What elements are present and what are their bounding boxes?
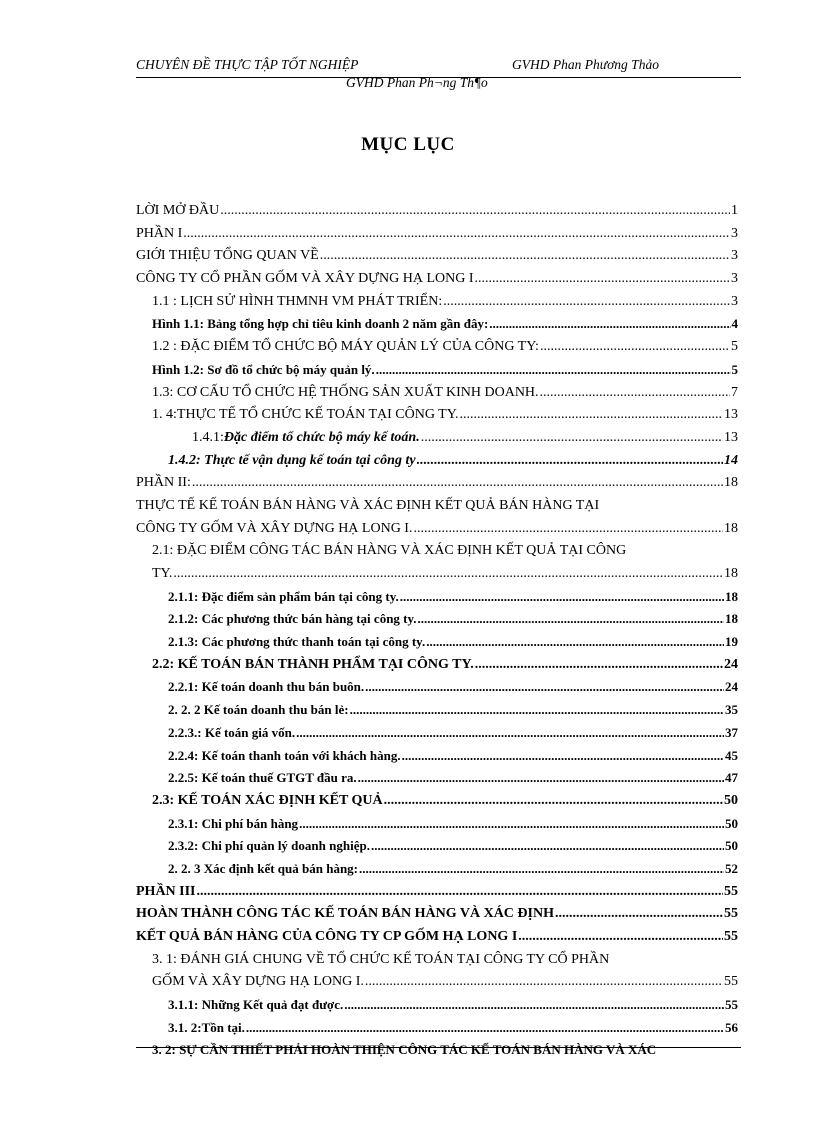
toc-page-number: 47 <box>725 770 738 786</box>
toc-entry-text-cont: GỐM VÀ XÂY DỰNG HẠ LONG I. <box>152 974 364 990</box>
leader-dots <box>421 427 723 450</box>
toc-entry[interactable] <box>136 1017 738 1040</box>
leader-dots <box>475 654 723 677</box>
toc-page-number: 18 <box>724 475 738 491</box>
toc-entry-text: 2.1: ĐẶC ĐIỂM CÔNG TÁC BÁN HÀNG VÀ XÁC ĐỊNH KẾT QUẢ TẠI CÔNG <box>152 543 627 559</box>
toc-entry-text: 2.2: KẾ TOÁN BÁN THÀNH PHẨM TẠI CÔNG TY. <box>152 656 474 672</box>
toc-page-number: 3 <box>731 293 738 309</box>
toc-entry-text-cont: CÔNG TY GỐM VÀ XÂY DỰNG HẠ LONG I. <box>136 520 413 536</box>
toc-entry[interactable] <box>136 926 738 949</box>
toc-entry-text: GIỚI THIỆU TỔNG QUAN VỀ <box>136 248 319 264</box>
toc-entry[interactable] <box>136 699 738 722</box>
toc-page-number: 18 <box>725 611 738 627</box>
leader-dots <box>173 563 723 586</box>
toc-entry[interactable] <box>136 813 738 836</box>
toc-entry-text: 2.2.5: Kế toán thuế GTGT đầu ra. <box>168 770 357 786</box>
leader-dots <box>350 699 724 722</box>
toc-page-number: 52 <box>725 860 738 876</box>
toc-page-number: 5 <box>731 339 738 355</box>
toc-entry-prefix: 1.4.1: <box>192 429 224 445</box>
leader-dots <box>359 858 724 881</box>
toc-entry-text: 2.1.1: Đặc điểm sản phẩm bán tại công ty. <box>168 588 399 604</box>
toc-entry-text: 1. 4:THỰC TẾ TỔ CHỨC KẾ TOÁN TẠI CÔNG TY. <box>152 407 459 423</box>
toc-page-number: 56 <box>725 1019 738 1035</box>
leader-dots <box>299 813 724 836</box>
toc-entry[interactable] <box>136 994 738 1017</box>
toc-entry[interactable] <box>136 495 738 540</box>
toc-entry[interactable] <box>136 586 738 609</box>
toc-page-number: 18 <box>725 588 738 604</box>
toc-entry[interactable] <box>136 654 738 677</box>
toc-entry[interactable] <box>136 608 738 631</box>
toc-entry[interactable] <box>136 790 738 813</box>
toc-entry[interactable] <box>136 382 738 405</box>
toc-entry[interactable] <box>136 881 738 904</box>
toc-entry-text: Hình 1.2: Sơ đồ tổ chức bộ máy quản lý. <box>152 361 375 377</box>
toc-entry-text: 2.3: KẾ TOÁN XÁC ĐỊNH KẾT QUẢ <box>152 792 383 808</box>
leader-dots <box>417 450 723 473</box>
toc-entry[interactable] <box>136 404 738 427</box>
toc-entry-text: 2. 2. 3 Xác định kết quả bán hàng: <box>168 860 358 876</box>
toc-page-number: 5 <box>731 361 738 377</box>
toc-page-number: 14 <box>724 452 738 468</box>
leader-dots <box>413 518 723 541</box>
leader-dots <box>460 404 723 427</box>
toc-entry[interactable] <box>136 223 738 246</box>
page-title: MỤC LỤC <box>361 134 455 155</box>
toc-page-number: 50 <box>725 815 738 831</box>
toc-entry-text: LỜI MỞ ĐẦU <box>136 203 220 218</box>
toc-page-number: 3 <box>731 271 738 287</box>
toc-entry[interactable] <box>136 540 738 585</box>
toc-entry[interactable] <box>136 903 738 926</box>
header-right-text: GVHD Phan Phương Thảo <box>512 57 659 72</box>
toc-entry-text: 2.3.2: Chi phí quản lý doanh nghiệp. <box>168 838 370 854</box>
toc-entry-text: 2.1.3: Các phương thức thanh toán tại công ty. <box>168 634 426 650</box>
toc-entry-text: 1.3: CƠ CẤU TỔ CHỨC HỆ THỐNG SẢN XUẤT KINH DOANH. <box>152 384 539 400</box>
toc-page-number: 13 <box>724 429 738 445</box>
leader-dots <box>220 200 730 223</box>
toc-entry[interactable] <box>136 949 738 994</box>
toc-page-number: 1 <box>731 203 738 218</box>
footer-rule <box>136 1047 741 1048</box>
leader-dots <box>192 472 723 495</box>
leader-dots <box>365 676 724 699</box>
toc-entry-text: KẾT QUẢ BÁN HÀNG CỦA CÔNG TY CP GỐM HẠ LONG I <box>136 929 518 945</box>
toc-page-number: 55 <box>724 906 738 922</box>
leader-dots <box>320 245 730 268</box>
leader-dots <box>197 881 723 904</box>
leader-dots <box>358 767 724 790</box>
toc-entry[interactable] <box>136 722 738 745</box>
toc-entry-text: 3.1.1: Những Kết quả đạt được. <box>168 997 344 1013</box>
toc-page-number: 19 <box>725 634 738 650</box>
toc-entry[interactable] <box>136 631 738 654</box>
toc-page-number: 50 <box>724 792 738 808</box>
leader-dots <box>518 926 723 949</box>
leader-dots <box>296 722 724 745</box>
toc-entry[interactable] <box>136 450 738 473</box>
toc-entry-text: 3. 1: ĐÁNH GIÁ CHUNG VỀ TỔ CHỨC KẾ TOÁN TẠI CÔNG TY CỔ PHẦN <box>152 951 610 967</box>
leader-dots <box>418 608 724 631</box>
toc-entry-text: CÔNG TY CỔ PHẦN GỐM VÀ XÂY DỰNG HẠ LONG I <box>136 271 474 287</box>
toc-entry[interactable] <box>136 767 738 790</box>
toc-entry-text: 2. 2. 2 Kế toán doanh thu bán lẻ: <box>168 702 349 718</box>
toc-page-number: 24 <box>724 656 738 672</box>
toc-entry[interactable] <box>136 427 738 450</box>
leader-dots <box>475 268 730 291</box>
toc-entry-text: PHẦN III <box>136 883 196 899</box>
toc-entry-text: THỰC TẾ KẾ TOÁN BÁN HÀNG VÀ XÁC ĐỊNH KẾT QUẢ BÁN HÀNG TẠI <box>136 497 600 513</box>
toc-page-number: 18 <box>724 520 738 536</box>
toc-entry-text: 3.1. 2:Tồn tại. <box>168 1019 245 1035</box>
toc-entry-text: 3. 2: SỰ CẦN THIẾT PHẢI HOÀN THIỆN CÔNG TÁC KẾ TOÁN BÁN HÀNG VÀ XÁC <box>152 1042 657 1058</box>
leader-dots <box>540 382 730 405</box>
toc-entry-text: HOÀN THÀNH CÔNG TÁC KẾ TOÁN BÁN HÀNG VÀ XÁC ĐỊNH <box>136 906 554 922</box>
toc-entry-text: 2.2.1: Kế toán doanh thu bán buôn. <box>168 679 365 695</box>
toc-entry[interactable] <box>136 858 738 881</box>
leader-dots <box>426 631 724 654</box>
leader-dots <box>376 359 731 382</box>
toc-entry[interactable] <box>136 313 738 336</box>
toc-page-number: 3 <box>731 225 738 241</box>
toc-entry-text: 2.2.4: Kế toán thanh toán với khách hàng. <box>168 747 401 763</box>
toc-entry-text: PHẦN II: <box>136 475 191 491</box>
toc-page-number: 4 <box>731 316 738 332</box>
toc-page-number: 35 <box>725 702 738 718</box>
leader-dots <box>443 291 730 314</box>
leader-dots <box>371 835 724 858</box>
toc-page-number: 55 <box>724 974 738 990</box>
leader-dots <box>489 313 730 336</box>
toc-page-number: 55 <box>724 883 738 899</box>
toc-entry[interactable] <box>136 1039 738 1062</box>
leader-dots <box>402 745 724 768</box>
leader-dots <box>365 971 723 994</box>
toc-page-number: 45 <box>725 747 738 763</box>
toc-entry-text: 1.2 : ĐẶC ĐIỂM TỔ CHỨC BỘ MÁY QUẢN LÝ CỦA CÔNG TY: <box>152 339 539 355</box>
toc-entry[interactable] <box>136 676 738 699</box>
toc-entry-text: 2.3.1: Chi phí bán hàng <box>168 815 299 831</box>
leader-dots <box>344 994 724 1017</box>
toc-entry-text: PHẦN I <box>136 225 183 241</box>
toc-entry-text: 2.2.3.: Kế toán giá vốn. <box>168 724 296 740</box>
toc-entry[interactable] <box>136 268 738 291</box>
toc-entry[interactable] <box>136 835 738 858</box>
toc-entry[interactable] <box>136 200 738 223</box>
leader-dots <box>400 586 724 609</box>
toc-page-number: 24 <box>725 679 738 695</box>
toc-entry-text: Hình 1.1: Bảng tổng hợp chỉ tiêu kinh doanh 2 năm gần đây: <box>152 316 489 332</box>
toc-page-number: 3 <box>731 248 738 264</box>
toc-entry-text: 2.1.2: Các phương thức bán hàng tại công ty. <box>168 611 417 627</box>
header-subline: GVHD Phan Ph¬ng Th¶o <box>346 75 488 90</box>
toc-page-number: 55 <box>725 997 738 1013</box>
leader-dots <box>540 336 730 359</box>
toc-entry-text: 1.1 : LỊCH SỬ HÌNH THMNH VM PHÁT TRIỂN: <box>152 293 443 309</box>
toc-entry[interactable] <box>136 291 738 314</box>
toc-entry-text-cont: TY. <box>152 566 173 582</box>
toc-page-number: 55 <box>724 929 738 945</box>
toc-entry-text: 1.4.2: Thực tế vận dụng kế toán tại công ty <box>168 452 416 468</box>
header-left-text: CHUYÊN ĐỀ THỰC TẬP TỐT NGHIỆP <box>136 57 359 72</box>
leader-dots <box>246 1017 724 1040</box>
table-of-contents <box>136 200 738 1062</box>
leader-dots <box>555 903 723 926</box>
toc-page-number: 18 <box>724 566 738 582</box>
toc-page-number: 7 <box>731 384 738 400</box>
leader-dots <box>183 223 730 246</box>
toc-entry[interactable] <box>136 336 738 359</box>
toc-entry[interactable] <box>136 472 738 495</box>
toc-entry[interactable] <box>136 745 738 768</box>
leader-dots <box>384 790 723 813</box>
toc-page-number: 50 <box>725 838 738 854</box>
toc-entry[interactable] <box>136 245 738 268</box>
toc-page-number: 37 <box>725 724 738 740</box>
toc-page-number: 13 <box>724 407 738 423</box>
toc-entry-text: Đặc điểm tổ chức bộ máy kế toán. <box>223 429 420 445</box>
toc-entry[interactable] <box>136 359 738 382</box>
